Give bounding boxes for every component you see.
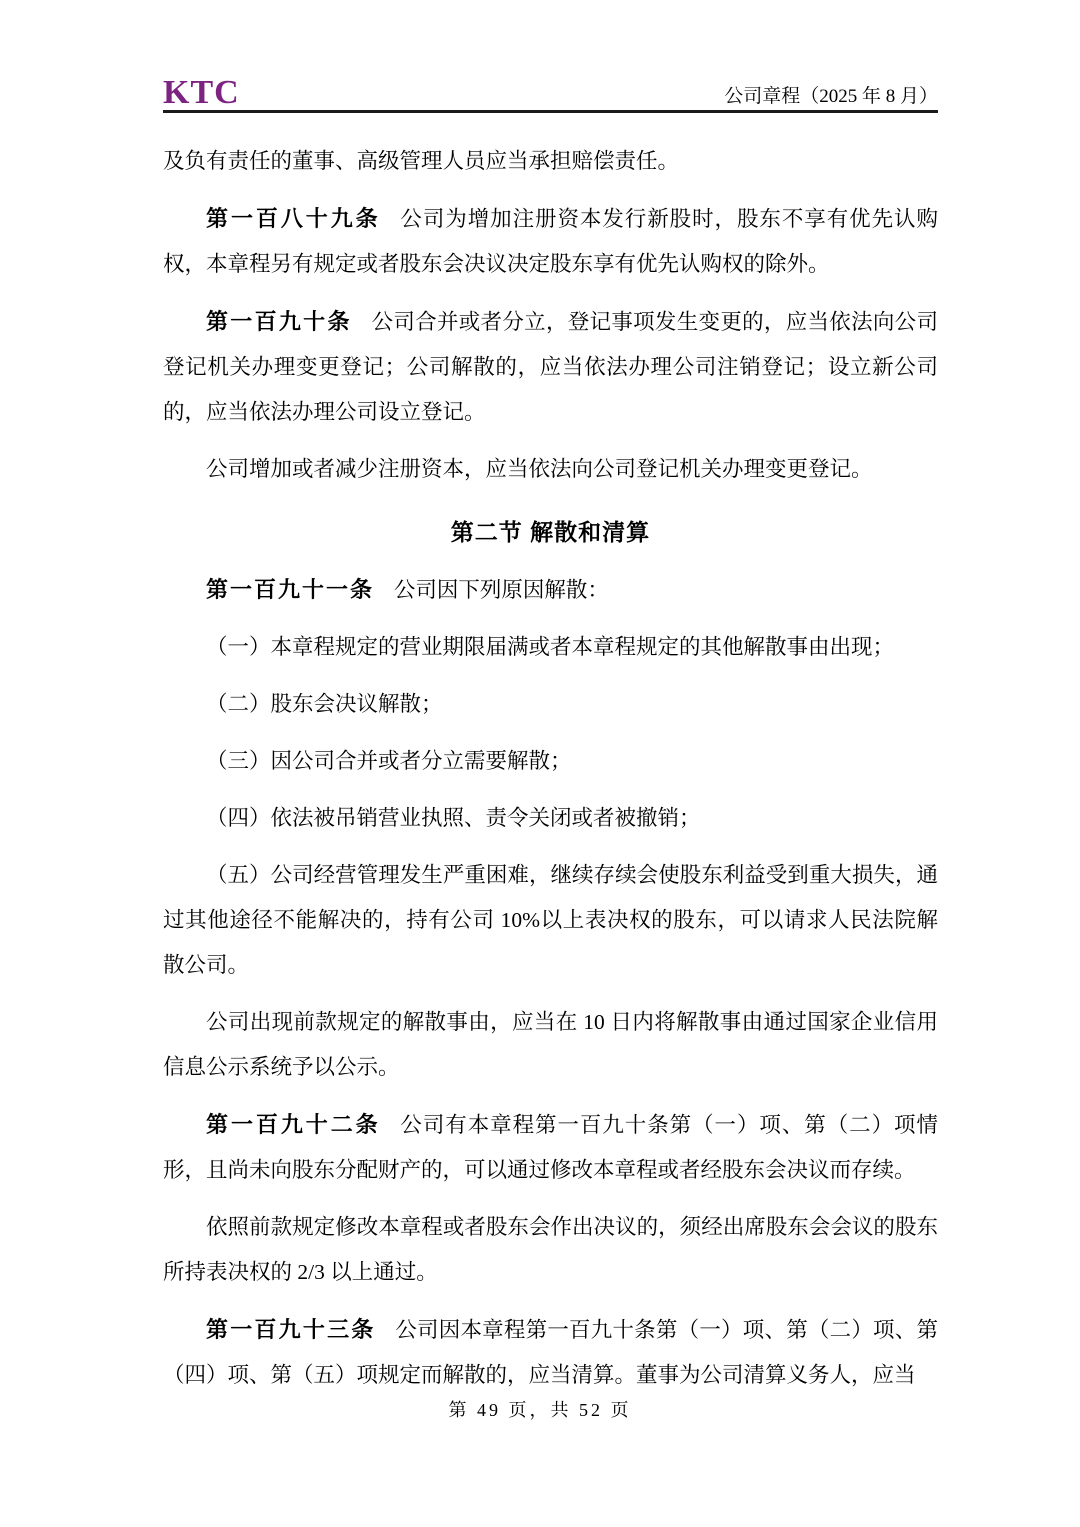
article-190-text: 公司合并或者分立，登记事项发生变更的，应当依法向公司登记机关办理变更登记；公司解散的，应当依法办理公司注销登记；设立新公司的，应当依法办理公司设立登记。 [163, 310, 938, 424]
article-191 [163, 567, 938, 613]
paragraph: 依照前款规定修改本章程或者股东会作出决议的，须经出席股东会会议的股东所持表决权的 2/3 以上通过。 [163, 1215, 938, 1284]
list-item-5: （五）公司经营管理发生严重困难，继续存续会使股东利益受到重大损失，通过其他途径不能解决的，持有公司 10%以上表决权的股东，可以请求人民法院解散公司。 [163, 863, 938, 977]
paragraph: 公司出现前款规定的解散事由，应当在 10 日内将解散事由通过国家企业信用信息公示系统予以公示。 [163, 1010, 938, 1079]
article-191-text: 公司因下列原因解散： [393, 578, 609, 602]
document-body [163, 113, 938, 1410]
list-item-3: （三）因公司合并或者分立需要解散； [206, 749, 572, 773]
list-item-1: （一）本章程规定的营业期限届满或者本章程规定的其他解散事由出现； [206, 635, 895, 659]
page-number-footer: 第 49 页，共 52 页 [448, 1400, 632, 1420]
article-192-text: 公司有本章程第一百九十条第（一）项、第（二）项情形，且尚未向股东分配财产的，可以通过修改本章程或者经股东会决议而存续。 [163, 1113, 938, 1182]
section-heading: 第二节 解散和清算 [450, 519, 651, 545]
article-189 [163, 196, 938, 287]
article-191-number: 第一百九十一条 [206, 577, 375, 602]
article-193-text: 公司因本章程第一百九十条第（一）项、第（二）项、第（四）项、第（五）项规定而解散的，应当清算。董事为公司清算义务人，应当 [163, 1318, 938, 1387]
list-item-2: （二）股东会决议解散； [206, 692, 443, 716]
ktc-logo: KTC [163, 74, 240, 111]
paragraph: 公司增加或者减少注册资本，应当依法向公司登记机关办理变更登记。 [206, 457, 873, 481]
document-title: 公司章程（2025 年 8 月） [724, 86, 938, 107]
article-193 [163, 1307, 938, 1398]
article-190-number: 第一百九十条 [206, 309, 352, 334]
paragraph-continuation: 及负有责任的董事、高级管理人员应当承担赔偿责任。 [163, 149, 680, 173]
article-189-number: 第一百八十九条 [206, 206, 381, 231]
article-193-number: 第一百九十三条 [206, 1317, 376, 1342]
article-192-number: 第一百九十二条 [206, 1112, 381, 1137]
list-item-4: （四）依法被吊销营业执照、责令关闭或者被撤销； [206, 806, 701, 830]
article-189-text: 公司为增加注册资本发行新股时，股东不享有优先认购权，本章程另有规定或者股东会决议决定股东享有优先认购权的除外。 [163, 207, 938, 276]
article-190 [163, 299, 938, 435]
article-192 [163, 1102, 938, 1193]
page-header [163, 0, 938, 113]
